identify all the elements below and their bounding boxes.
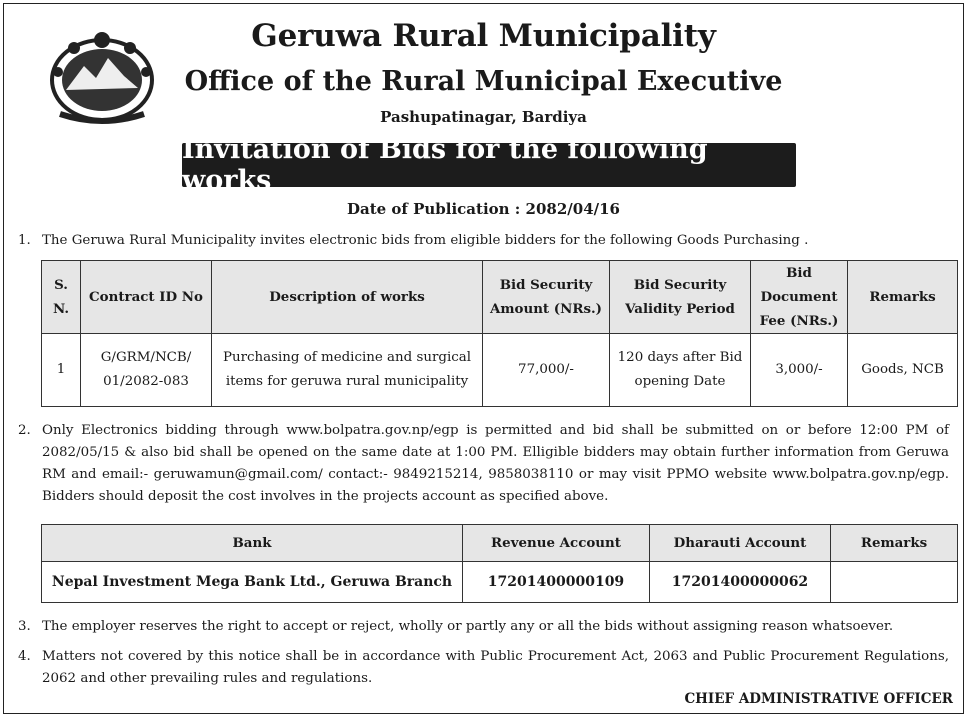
notice-banner: Invitation of Bids for the following works <box>182 143 796 187</box>
signature-title: CHIEF ADMINISTRATIVE OFFICER <box>684 691 953 707</box>
paragraph-2 <box>18 420 949 508</box>
paragraph-1 <box>18 230 949 252</box>
paragraph-number: 1. <box>18 233 31 248</box>
cell-description: Purchasing of medicine and surgical items for geruwa rural municipality <box>212 334 483 407</box>
header-bank: Bank <box>42 525 463 562</box>
bids-table <box>41 260 958 407</box>
cell-bid-security: 77,000/- <box>483 334 610 407</box>
table-row <box>42 562 958 603</box>
paragraph-3 <box>18 616 949 638</box>
cell-remarks: Goods, NCB <box>848 334 958 407</box>
header-validity: Bid Security Validity Period <box>610 261 751 334</box>
header-bid-security: Bid Security Amount (NRs.) <box>483 261 610 334</box>
paragraph-text: Only Electronics bidding through www.bolpatra.gov.np/egp is permitted and bid shall be submitted on or before 12:00 PM of 2082/05/15 & also bid shall be opened on the same date at 1:00 PM. Elligible bidders may obtain further information from Geruwa RM and email:- geruwamun@gmail.com/ contact:- 9849215214, 9858038110 or may visit PPMO website www.bolpatra.gov.np/egp. Bidders should deposit the cost involves in the projects account as specified above. <box>42 423 949 504</box>
table-row <box>42 334 958 407</box>
table-header-row <box>42 261 958 334</box>
cell-bank: Nepal Investment Mega Bank Ltd., Geruwa Branch <box>42 562 463 603</box>
cell-fee: 3,000/- <box>751 334 848 407</box>
table-header-row <box>42 525 958 562</box>
cell-sn: 1 <box>42 334 81 407</box>
header-revenue-account: Revenue Account <box>463 525 650 562</box>
header-fee: Bid Document Fee (NRs.) <box>751 261 848 334</box>
paragraph-number: 3. <box>18 619 31 634</box>
header-description: Description of works <box>212 261 483 334</box>
cell-revenue-account: 17201400000109 <box>463 562 650 603</box>
office-address: Pashupatinagar, Bardiya <box>380 108 587 126</box>
header-sn: S. N. <box>42 261 81 334</box>
cell-validity: 120 days after Bid opening Date <box>610 334 751 407</box>
paragraph-text: The employer reserves the right to accept or reject, wholly or partly any or all the bids without assigning reason whatsoever. <box>42 619 894 634</box>
notice-page <box>3 3 964 714</box>
header-contract-id: Contract ID No <box>81 261 212 334</box>
cell-contract-id: G/GRM/NCB/ 01/2082-083 <box>81 334 212 407</box>
cell-dharauti-account: 17201400000062 <box>650 562 831 603</box>
paragraph-4 <box>18 646 949 690</box>
header-remarks: Remarks <box>831 525 958 562</box>
header-dharauti-account: Dharauti Account <box>650 525 831 562</box>
paragraph-number: 4. <box>18 649 31 664</box>
header-remarks: Remarks <box>848 261 958 334</box>
municipality-name: Geruwa Rural Municipality <box>251 18 716 54</box>
cell-remarks <box>831 562 958 603</box>
paragraph-text: Matters not covered by this notice shall be in accordance with Public Procurement Act, 2063 and Public Procurement Regulations, 2062 and other prevailing rules and regulations. <box>42 649 949 686</box>
paragraph-text: The Geruwa Rural Municipality invites electronic bids from eligible bidders for the following Goods Purchasing . <box>42 233 809 248</box>
publication-date: Date of Publication : 2082/04/16 <box>347 200 620 218</box>
office-name: Office of the Rural Municipal Executive <box>184 66 783 97</box>
bank-table <box>41 524 958 603</box>
paragraph-number: 2. <box>18 423 31 438</box>
